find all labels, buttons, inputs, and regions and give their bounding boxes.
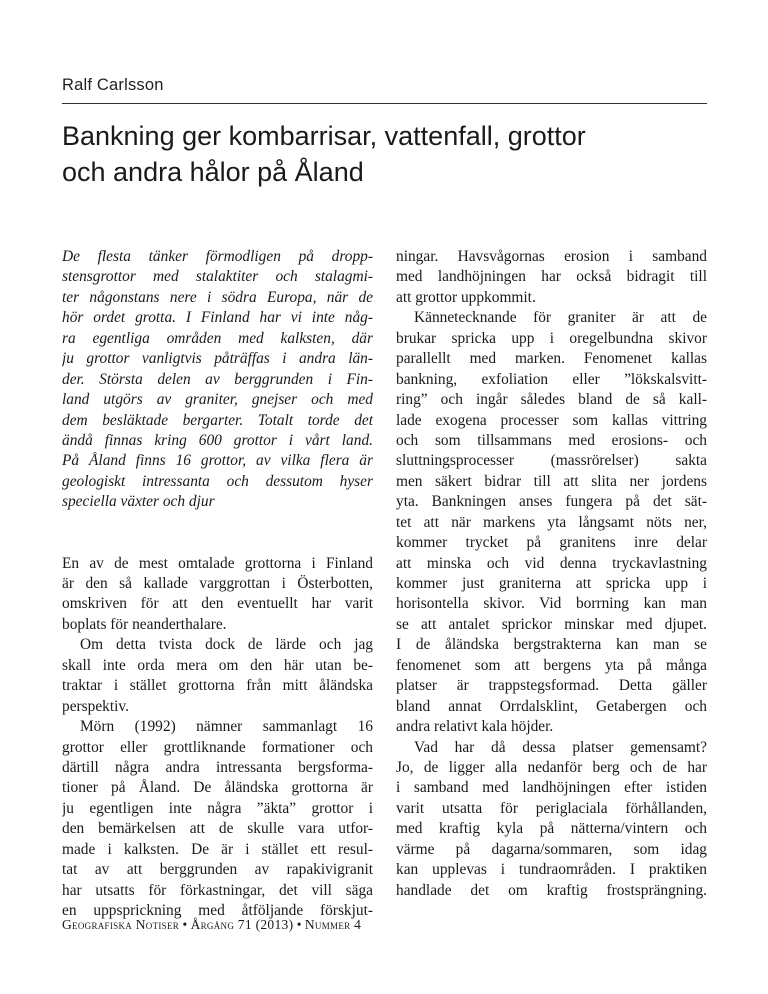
body-line: lade exogena processer som kallas vittring [396,411,707,429]
body-line: med kraftig kyla på nätterna/vintern och [396,820,707,838]
body-line: ju egentligen inte några ”äkta” grottor i [62,799,373,817]
body-line: den bemärkelsen att de skulle vara utfor- [62,820,373,838]
body-line: boplats för neanderthalare. [62,615,227,633]
abstract-line: ju grottor vanligtvis påträffas i andra län- [62,350,373,368]
abstract-line: der. Största delen av berggrunden i Fin- [62,370,373,388]
body-line: kommer just graniterna att spricka upp i [396,575,707,592]
journal-volume: Årgång 71 (2013) [190,917,294,932]
body-line: att minska och vid denna tryckavlastning [396,554,707,572]
body-line: tat av att berggrunden av rapakivigranit [62,861,373,879]
journal-name: Geografiska Notiser [62,917,180,932]
body-line: yta. Bankningen anses fungera på det sät- [396,493,707,511]
journal-issue: Nummer 4 [304,917,362,932]
body-line: brukar spricka upp i oregelbundna skivor [396,329,707,347]
abstract-line: speciella växter och djur [62,493,215,511]
abstract-line: De flesta tänker förmodligen på dropp- [62,248,373,265]
body-line: made i kalksten. De är i stället ett resul- [62,840,373,858]
body-line: bankning, exfoliation eller ”lökskalsvitt- [396,370,707,388]
body-line: är den så kallade varggrottan i Österbotten, [62,575,373,592]
body-line: i samband med landhöjningen efter istiden [396,779,707,797]
body-line: ring” och ingår således bland de så kall- [396,391,707,409]
right-column [396,247,707,901]
body-line: fenomenet som att bergens yta på många [396,656,707,674]
body-line: men säkert bidrar till att slita ner jordens [396,472,707,490]
body-line: Jo, de ligger alla nedanför berg och de har [396,758,707,776]
body-line: kan upplevas i tundraområden. I praktiken [396,861,707,879]
body-line: grottor eller grottliknande formationer och [62,738,373,756]
body-line: I de åländska bergstrakterna kan man se [396,636,707,654]
body-text-left [62,554,373,922]
title-line: och andra hålor på Åland [62,157,364,187]
body-line: Kännetecknande för graniter är att de [414,309,707,327]
body-line: Om detta tvista dock de lärde och jag [80,636,373,654]
left-column [62,247,373,921]
body-line: platser är trappstegsformad. Detta gäller [396,677,707,695]
abstract-line: På Åland finns 16 grottor, av vilka flera är [62,452,373,470]
author-name: Ralf Carlsson [62,76,164,94]
body-line: skall inte orda mera om den här utan be- [62,656,373,674]
abstract-line: ter någonstans nere i södra Europa, när de [62,288,373,306]
spacer [62,533,373,553]
title-line: Bankning ger kombarrisar, vattenfall, grottor [62,121,586,151]
spacer [62,513,373,533]
body-line: en uppsprickning med åtföljande förskjut- [62,902,373,919]
abstract [62,247,373,513]
body-line: varit utsatta för periglaciala förhållanden, [396,799,707,817]
header-rule [62,103,707,104]
body-line: andra relativt kala höjder. [396,718,554,736]
journal-footer [62,917,361,933]
body-line: Vad har då dessa platser gemensamt? [414,738,707,756]
body-line: tioner på Åland. De åländska grottorna är [62,779,373,797]
footer-separator: • [179,917,191,932]
body-line: sluttningsprocesser (massrörelser) sakta [396,452,707,470]
body-line: omskriven för att den eventuellt har varit [62,595,373,613]
body-line: och som tillsammans med erosions- och [396,431,707,449]
abstract-line: ändå finnas kring 600 grottor i vårt land. [62,431,373,449]
article-title [62,118,712,190]
body-line: att grottor uppkommit. [396,288,536,306]
body-line: därtill några andra intressanta bergsforma- [62,758,373,776]
body-line: ningar. Havsvågornas erosion i samband [396,248,707,265]
body-line: har utsatts för förkastningar, det vill säga [62,881,373,899]
body-line: kommer trycket på granitens inre delar [396,534,707,552]
body-line: horisontella skivor. Vid borrning kan man [396,595,707,613]
abstract-line: ra egentliga områden med kalksten, där [62,329,373,347]
abstract-line: stensgrottor med stalaktiter och stalagmi- [62,268,373,286]
abstract-line: land utgörs av graniter, gnejser och med [62,391,373,409]
body-line: perspektiv. [62,697,129,715]
body-line: En av de mest omtalade grottorna i Finland [62,554,373,572]
body-line: handlade det om kraftig frostsprängning. [396,881,707,899]
body-line: värme på dagarna/sommaren, som idag [396,840,707,858]
footer-separator: • [293,917,305,932]
body-line: traktar i stället grottorna från mitt åländska [62,677,373,695]
body-line: bland annat Orrdalsklint, Getabergen och [396,697,707,715]
abstract-line: hör ordet grotta. I Finland har vi inte någ- [62,309,373,327]
body-line: parallellt med marken. Fenomenet kallas [396,350,707,368]
abstract-line: dem besläktade bergarter. Totalt torde det [62,411,373,429]
abstract-line: geologiskt intressanta och dessutom hyser [62,472,373,490]
body-line: Mörn (1992) nämner sammanlagt 16 [80,718,373,736]
body-line: tet att när markens yta långsamt nöts ner, [396,513,707,531]
body-line: med landhöjningen har också bidragit till [396,268,707,286]
body-line: se att antalet sprickor minskar med djupet. [396,615,707,633]
